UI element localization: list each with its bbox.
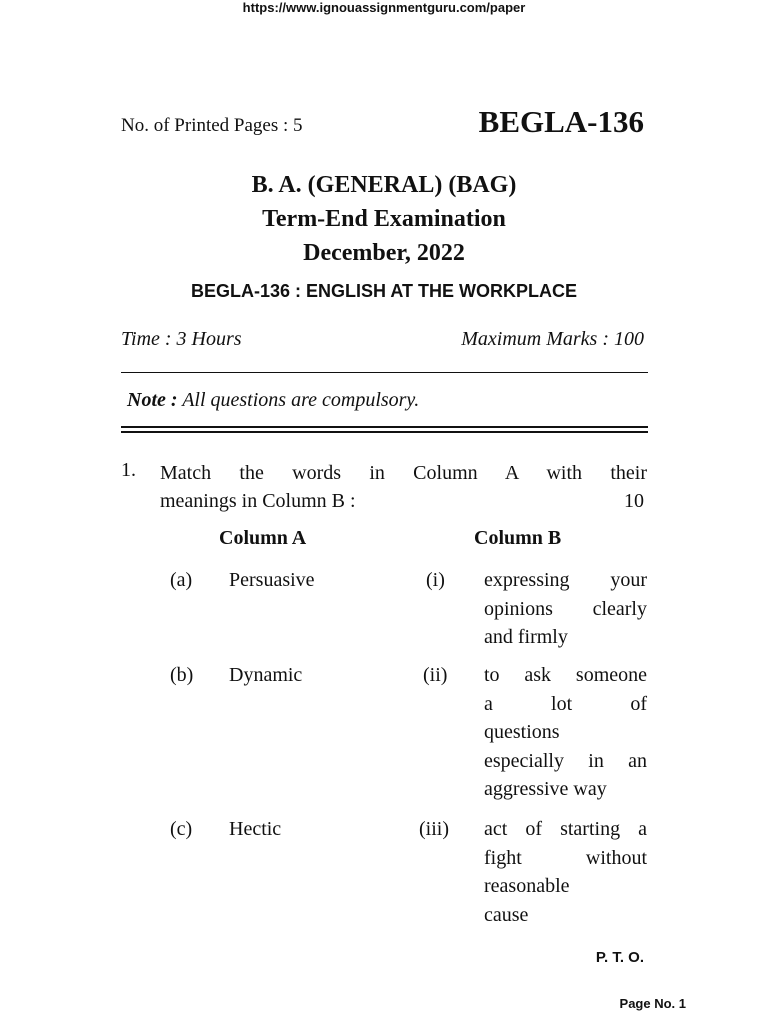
please-turn-over: P. T. O. [595,949,644,966]
column-b-heading: Column B [474,527,562,549]
meaning-line: fight without [484,846,647,869]
programme-title: B. A. (GENERAL) (BAG) [251,172,517,198]
column-b-meaning [484,815,647,929]
paper-code: BEGLA-136 [478,104,644,139]
question-text-line2: meanings in Column B : [160,490,356,512]
source-url: https://www.ignouassignmentguru.com/paper [242,0,526,15]
course-title: BEGLA-136 : ENGLISH AT THE WORKPLACE [190,281,577,301]
column-a-word: Hectic [229,818,282,840]
question-text-line1: Match the words in Column A with their [160,462,647,484]
column-a-heading: Column A [219,527,307,549]
column-a-word: Persuasive [229,569,315,591]
note [127,389,419,412]
note-text: All questions are compulsory. [182,389,420,411]
maximum-marks: Maximum Marks : 100 [461,328,644,350]
row-label: (c) [170,818,193,840]
question-number: 1. [121,459,136,481]
note-label: Note : [127,389,178,411]
printed-pages: No. of Printed Pages : 5 [121,115,303,136]
exam-title: Term-End Examination [262,206,506,232]
divider-double-1 [121,426,648,428]
row-roman: (i) [426,569,445,591]
column-b-meaning [484,566,647,652]
row-roman: (ii) [423,664,448,686]
meaning-line: questions [484,721,560,743]
page-number: Page No. 1 [619,996,686,1011]
meaning-line: and firmly [484,626,568,648]
divider-top [121,372,648,373]
row-label: (a) [170,569,193,591]
meaning-line: act of starting a [484,818,647,840]
column-b-meaning [484,661,647,804]
meaning-line: to ask someone [484,664,647,686]
meaning-line: cause [484,903,529,926]
meaning-line: aggressive way [484,778,607,800]
meaning-line: expressing your [484,569,647,591]
row-roman: (iii) [419,818,449,840]
meaning-line: opinions clearly [484,597,647,620]
meaning-line: especially in an [484,749,647,772]
time-allowed: Time : 3 Hours [121,328,242,350]
exam-session: December, 2022 [303,240,465,266]
row-label: (b) [170,664,194,686]
meaning-line: a lot of [484,692,647,715]
meaning-line: reasonable [484,875,570,897]
question-marks: 10 [624,490,644,512]
divider-double-2 [121,431,648,433]
column-a-word: Dynamic [229,664,303,686]
